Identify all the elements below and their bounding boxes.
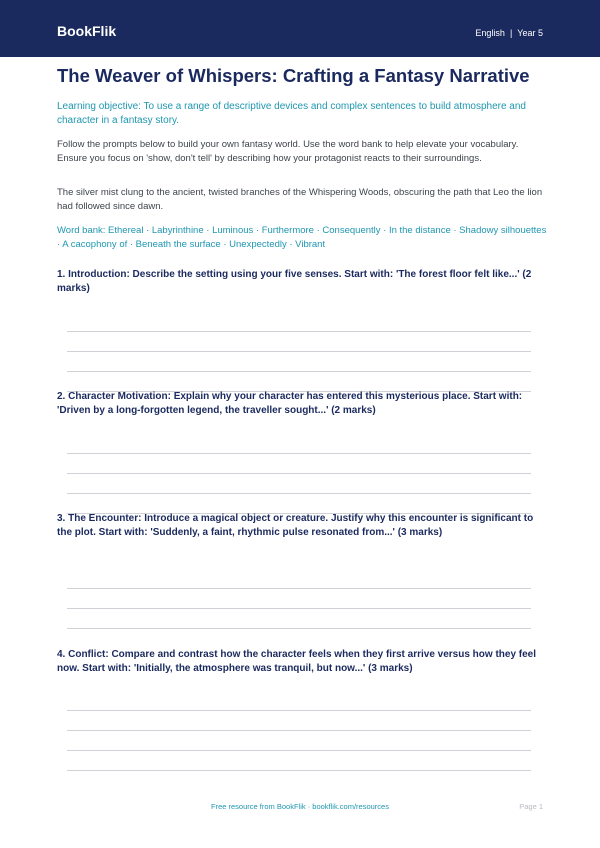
page-number: Page 1	[519, 802, 543, 811]
separator: |	[509, 28, 513, 38]
subject-year	[475, 27, 543, 39]
page-title: The Weaver of Whispers: Crafting a Fantasy Narrative	[57, 65, 530, 86]
answer-line[interactable]	[67, 473, 531, 474]
year-label: Year 5	[517, 28, 543, 38]
header-bar	[0, 0, 600, 57]
story-opening: The silver mist clung to the ancient, twisted branches of the Whispering Woods, obscuring the path that Leo the lion had followed since dawn.	[57, 187, 543, 212]
learning-objective: Learning objective: To use a range of descriptive devices and complex sentences to build atmosphere and character in a fantasy story.	[57, 101, 526, 126]
question-1: 1. Introduction: Describe the setting using your five senses. Start with: 'The forest floor felt like...' (2 marks)	[57, 269, 532, 294]
answer-line[interactable]	[67, 750, 531, 751]
subject-label: English	[475, 28, 505, 38]
question-3: 3. The Encounter: Introduce a magical object or creature. Justify why this encounter is significant to the plot. Start with: 'Suddenly, a faint, rhythmic pulse resonated from...' (3 marks)	[57, 513, 534, 538]
answer-line[interactable]	[67, 331, 531, 332]
question-2: 2. Character Motivation: Explain why your character has entered this mysterious place. Start with: 'Driven by a long-forgotten legend, the traveller sought...' (2 marks)	[57, 391, 523, 416]
answer-line[interactable]	[67, 371, 531, 372]
brand-logo[interactable]: BookFlik	[57, 23, 117, 39]
footer-credit[interactable]: Free resource from BookFlik · bookflik.com/resources	[211, 802, 389, 811]
word-bank: Word bank: Ethereal · Labyrinthine · Luminous · Furthermore · Consequently · In the distance · Shadowy silhouettes · A cacophony of · Beneath the surface · Unexpectedly · Vibrant	[57, 225, 547, 250]
answer-line[interactable]	[67, 493, 531, 494]
answer-line[interactable]	[67, 730, 531, 731]
instructions: Follow the prompts below to build your own fantasy world. Use the word bank to help elevate your vocabulary. Ensure you focus on 'show, don't tell' by describing how your protagonist reacts to their surroundings.	[57, 139, 519, 164]
answer-line[interactable]	[67, 710, 531, 711]
answer-line[interactable]	[67, 588, 531, 589]
answer-line[interactable]	[67, 453, 531, 454]
answer-line[interactable]	[67, 628, 531, 629]
question-4: 4. Conflict: Compare and contrast how the character feels when they first arrive versus how they feel now. Start with: 'Initially, the atmosphere was tranquil, but now...' (3 marks)	[57, 649, 537, 674]
answer-line[interactable]	[67, 770, 531, 771]
answer-line[interactable]	[67, 608, 531, 609]
answer-line[interactable]	[67, 351, 531, 352]
